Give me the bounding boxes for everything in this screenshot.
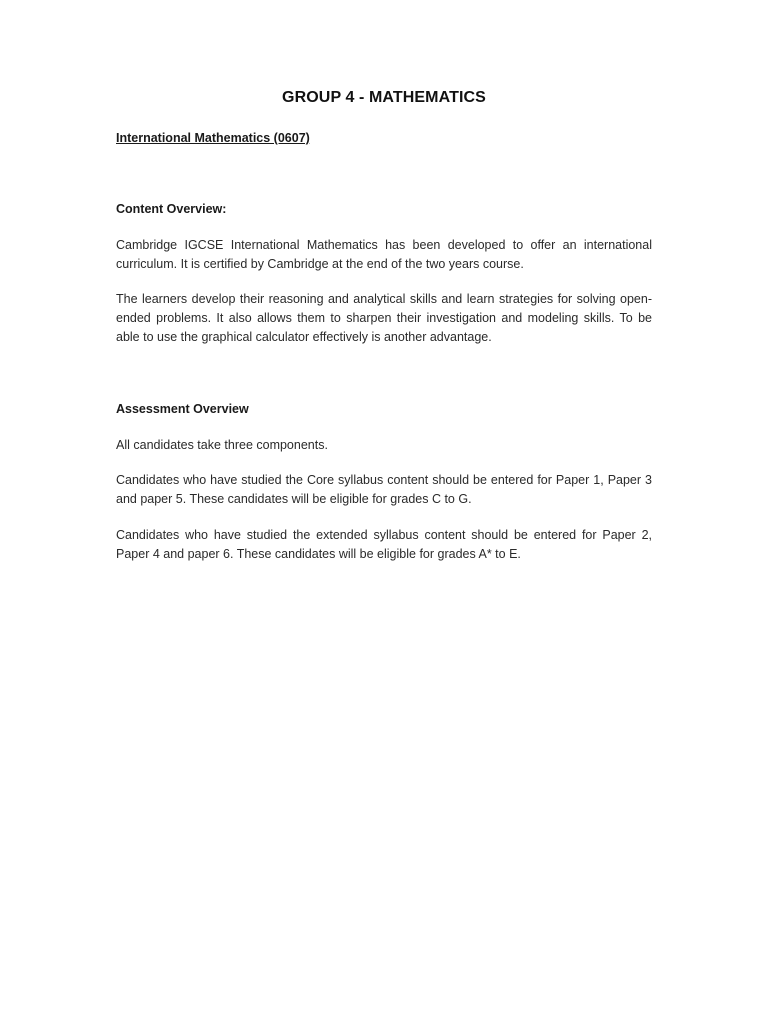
subject-heading: International Mathematics (0607) <box>116 131 310 145</box>
assessment-overview-paragraph: Candidates who have studied the Core syllabus content should be entered for Paper 1, Paper 3 and paper 5. These candidates will be eligible for grades C to G. <box>116 473 652 506</box>
content-overview-paragraph: Cambridge IGCSE International Mathematics has been developed to offer an international curriculum. It is certified by Cambridge at the end of the two years course. <box>116 238 652 271</box>
page-title: GROUP 4 - MATHEMATICS <box>282 89 486 106</box>
assessment-overview-paragraph: All candidates take three components. <box>116 438 328 452</box>
assessment-overview-paragraph: Candidates who have studied the extended syllabus content should be entered for Paper 2, Paper 4 and paper 6. These candidates will be eligible for grades A* to E. <box>116 528 652 561</box>
assessment-overview-heading: Assessment Overview <box>116 402 249 416</box>
content-overview-heading: Content Overview: <box>116 202 227 216</box>
content-overview-paragraph: The learners develop their reasoning and analytical skills and learn strategies for solving open-ended problems. It also allows them to sharpen their investigation and modeling skills. To be able to use the graphical calculator effectively is another advantage. <box>116 292 652 344</box>
